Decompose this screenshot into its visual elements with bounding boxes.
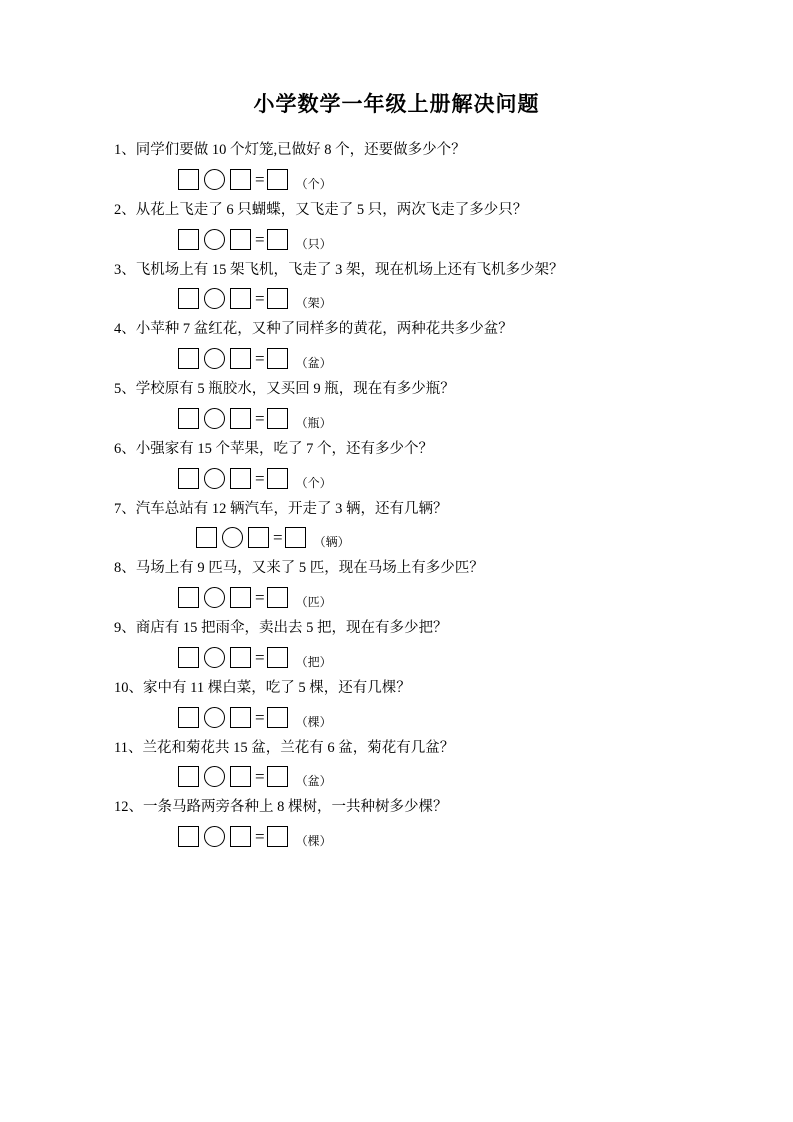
answer-box-operand-1[interactable] (178, 826, 199, 847)
answer-box-operand-1[interactable] (178, 229, 199, 250)
answer-box-operand-1[interactable] (178, 647, 199, 668)
equals-sign: = (255, 169, 265, 189)
answer-box-operand-1[interactable] (178, 288, 199, 309)
problem-item (78, 200, 715, 250)
equals-sign: = (255, 827, 265, 846)
answer-row (78, 826, 715, 847)
answer-circle-operator[interactable] (204, 169, 225, 190)
answer-unit-label: （盆） (295, 356, 332, 370)
answer-unit-label: （架） (295, 296, 332, 311)
problem-question-text: 9、商店有 15 把雨伞，卖出去 5 把，现在有多少把？ (114, 620, 448, 636)
problem-question-text: 4、小苹种 7 盆红花，又种了同样多的黄花，两种花共多少盆？ (114, 321, 513, 338)
answer-row (78, 408, 715, 429)
answer-unit-label: （只） (295, 236, 332, 251)
problem-question-text: 11、兰花和菊花共 15 盆，兰花有 6 盆，菊花有几盆？ (114, 739, 455, 756)
answer-circle-operator[interactable] (204, 766, 225, 787)
problem-question-text: 8、马场上有 9 匹马，又来了 5 匹，现在马场上有多少匹？ (114, 560, 484, 577)
answer-box-operand-2[interactable] (230, 587, 251, 608)
problem-item (78, 260, 715, 310)
problem-item (78, 618, 715, 668)
answer-unit-label: （匹） (295, 595, 332, 609)
problem-item (78, 558, 715, 608)
answer-unit-label: （瓶） (295, 415, 332, 430)
answer-box-result[interactable] (267, 288, 288, 309)
answer-row (78, 169, 715, 190)
problem-item (78, 678, 715, 728)
answer-box-operand-2[interactable] (230, 707, 251, 728)
answer-row (78, 766, 715, 787)
answer-row (78, 587, 715, 608)
answer-box-operand-2[interactable] (230, 348, 251, 369)
problem-list (78, 140, 715, 847)
problem-question-text: 2、从花上飞走了 6 只蝴蝶，又飞走了 5 只，两次飞走了多少只？ (114, 201, 528, 218)
answer-box-result[interactable] (267, 229, 288, 250)
answer-box-result[interactable] (267, 169, 288, 190)
answer-circle-operator[interactable] (222, 527, 243, 548)
equals-sign: = (255, 229, 265, 249)
problem-question-text: 3、飞机场上有 15 架飞机，飞走了 3 架，现在机场上还有飞机多少架？ (114, 261, 564, 278)
equals-sign: = (255, 588, 265, 607)
answer-row (78, 647, 715, 668)
answer-box-operand-2[interactable] (230, 229, 251, 250)
answer-box-result[interactable] (267, 766, 288, 787)
answer-box-result[interactable] (267, 468, 288, 489)
answer-box-operand-2[interactable] (248, 527, 269, 548)
answer-row (78, 229, 715, 250)
answer-box-operand-2[interactable] (230, 826, 251, 847)
answer-box-operand-1[interactable] (178, 766, 199, 787)
answer-box-operand-1[interactable] (178, 169, 199, 190)
answer-row (78, 288, 715, 309)
answer-box-operand-2[interactable] (230, 169, 251, 190)
problem-item (78, 140, 715, 190)
answer-box-result[interactable] (267, 587, 288, 608)
equals-sign: = (273, 528, 283, 548)
answer-box-operand-2[interactable] (230, 288, 251, 309)
equals-sign: = (255, 349, 265, 368)
problem-item (78, 738, 715, 788)
answer-circle-operator[interactable] (204, 647, 225, 668)
answer-row (78, 527, 715, 548)
equals-sign: = (255, 647, 265, 667)
answer-box-result[interactable] (267, 408, 288, 429)
answer-circle-operator[interactable] (204, 348, 225, 369)
answer-box-result[interactable] (267, 707, 288, 728)
problem-question-text: 6、小强家有 15 个苹果，吃了 7 个，还有多少个？ (114, 440, 433, 457)
problem-item (78, 499, 715, 549)
answer-unit-label: （把） (295, 654, 332, 669)
answer-box-operand-1[interactable] (178, 707, 199, 728)
problem-item (78, 319, 715, 369)
answer-circle-operator[interactable] (204, 587, 225, 608)
equals-sign: = (255, 767, 265, 787)
problem-question-text: 1、同学们要做 10 个灯笼,已做好 8 个，还要做多少个？ (114, 142, 466, 158)
answer-box-operand-1[interactable] (178, 408, 199, 429)
answer-circle-operator[interactable] (204, 826, 225, 847)
answer-circle-operator[interactable] (204, 288, 225, 309)
answer-circle-operator[interactable] (204, 468, 225, 489)
problem-item (78, 379, 715, 429)
problem-question-text: 10、家中有 11 棵白菜，吃了 5 棵，还有几棵？ (114, 679, 411, 696)
page-title: 小学数学一年级上册解决问题 (253, 92, 540, 116)
problem-question-text: 7、汽车总站有 12 辆汽车，开走了 3 辆，还有几辆？ (114, 500, 448, 517)
answer-box-operand-1[interactable] (196, 527, 217, 548)
problem-question-text: 12、一条马路两旁各种上 8 棵树，一共种树多少棵？ (114, 799, 448, 816)
answer-circle-operator[interactable] (204, 408, 225, 429)
answer-unit-label: （棵） (295, 714, 332, 729)
answer-row (78, 707, 715, 728)
answer-box-operand-2[interactable] (230, 766, 251, 787)
answer-unit-label: （个） (295, 475, 332, 490)
answer-box-result[interactable] (267, 647, 288, 668)
equals-sign: = (255, 289, 265, 309)
answer-unit-label: （个） (295, 176, 332, 191)
answer-box-operand-2[interactable] (230, 468, 251, 489)
problem-question-text: 5、学校原有 5 瓶胶水，又买回 9 瓶，现在有多少瓶？ (114, 381, 455, 397)
answer-unit-label: （棵） (295, 834, 332, 848)
equals-sign: = (255, 408, 265, 428)
equals-sign: = (255, 707, 265, 727)
answer-row (78, 348, 715, 369)
answer-row (78, 468, 715, 489)
answer-box-operand-1[interactable] (178, 348, 199, 369)
answer-box-result[interactable] (267, 826, 288, 847)
answer-circle-operator[interactable] (204, 229, 225, 250)
answer-box-result[interactable] (267, 348, 288, 369)
answer-unit-label: （盆） (295, 774, 332, 789)
answer-circle-operator[interactable] (204, 707, 225, 728)
answer-box-result[interactable] (285, 527, 306, 548)
equals-sign: = (255, 468, 265, 488)
answer-box-operand-1[interactable] (178, 468, 199, 489)
problem-item (78, 797, 715, 847)
answer-box-operand-1[interactable] (178, 587, 199, 608)
answer-box-operand-2[interactable] (230, 647, 251, 668)
problem-item (78, 439, 715, 489)
answer-unit-label: （辆） (313, 535, 350, 550)
answer-box-operand-2[interactable] (230, 408, 251, 429)
